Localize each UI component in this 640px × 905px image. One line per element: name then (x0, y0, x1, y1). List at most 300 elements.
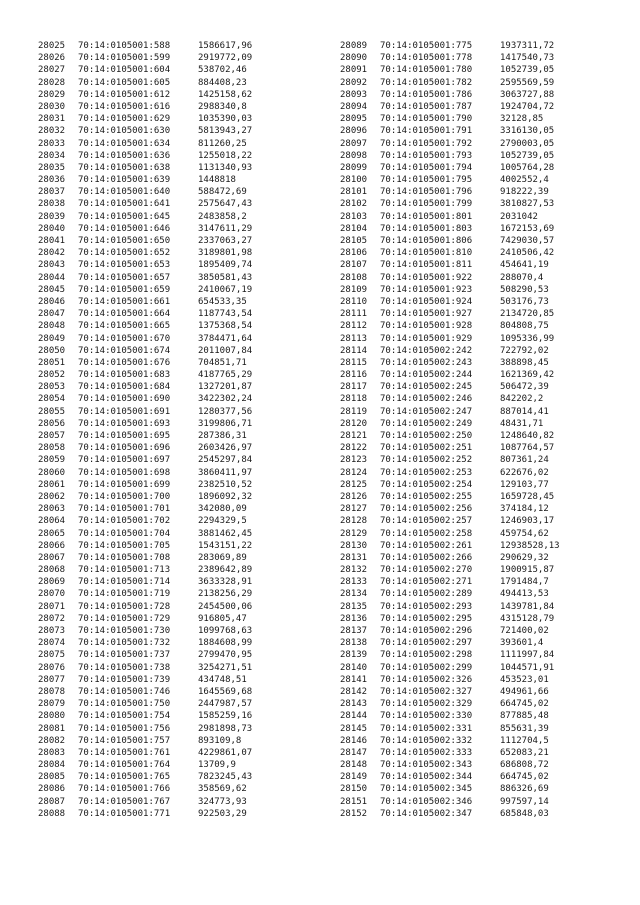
cadastral-number: 70:14:0105001:765 (78, 772, 171, 783)
cadastral-number: 70:14:0105001:766 (78, 784, 171, 795)
table-row (38, 406, 288, 418)
cadastral-value: 2454500,06 (198, 601, 253, 612)
cadastral-number: 70:14:0105001:696 (78, 443, 171, 454)
cadastral-number: 70:14:0105001:811 (380, 260, 473, 271)
row-number: 28118 (340, 394, 368, 405)
row-number: 28077 (38, 674, 66, 685)
row-number: 28062 (38, 491, 66, 502)
cadastral-number: 70:14:0105002:329 (380, 699, 473, 710)
row-number: 28035 (38, 162, 66, 173)
row-number: 28036 (38, 175, 66, 186)
cadastral-value: 494413,53 (500, 589, 549, 600)
cadastral-value: 1111997,84 (500, 650, 555, 661)
cadastral-number: 70:14:0105001:729 (78, 613, 171, 624)
cadastral-value: 3422302,24 (198, 394, 253, 405)
row-number: 28047 (38, 309, 66, 320)
cadastral-number: 70:14:0105002:257 (380, 516, 473, 527)
table-row (340, 625, 590, 637)
table-row (340, 418, 590, 430)
row-number: 28045 (38, 284, 66, 295)
table-row (38, 503, 288, 515)
table-row (340, 52, 590, 64)
cadastral-number: 70:14:0105001:690 (78, 394, 171, 405)
table-row (340, 491, 590, 503)
cadastral-value: 2595569,59 (500, 77, 555, 88)
row-number: 28033 (38, 138, 66, 149)
table-row (38, 272, 288, 284)
cadastral-number: 70:14:0105002:255 (380, 491, 473, 502)
table-row (38, 357, 288, 369)
row-number: 28050 (38, 345, 66, 356)
table-row (38, 625, 288, 637)
table-row (340, 454, 590, 466)
cadastral-value: 288070,4 (500, 272, 544, 283)
cadastral-value: 374184,12 (500, 504, 549, 515)
row-number: 28089 (340, 41, 368, 51)
cadastral-number: 70:14:0105002:253 (380, 467, 473, 478)
table-column-right (340, 40, 590, 820)
cadastral-number: 70:14:0105001:754 (78, 711, 171, 722)
table-row (340, 783, 590, 795)
row-number: 28061 (38, 479, 66, 490)
row-number: 28028 (38, 77, 66, 88)
row-number: 28063 (38, 504, 66, 515)
cadastral-number: 70:14:0105001:641 (78, 199, 171, 210)
row-number: 28109 (340, 284, 368, 295)
cadastral-value: 388898,45 (500, 357, 549, 368)
table-row (38, 723, 288, 735)
cadastral-number: 70:14:0105001:691 (78, 406, 171, 417)
row-number: 28095 (340, 114, 368, 125)
row-number: 28043 (38, 260, 66, 271)
cadastral-value: 588472,69 (198, 187, 247, 198)
cadastral-number: 70:14:0105001:728 (78, 601, 171, 612)
cadastral-value: 2919772,09 (198, 53, 253, 64)
cadastral-number: 70:14:0105002:258 (380, 528, 473, 539)
row-number: 28149 (340, 772, 368, 783)
cadastral-number: 70:14:0105002:326 (380, 674, 473, 685)
cadastral-number: 70:14:0105001:604 (78, 65, 171, 76)
cadastral-number: 70:14:0105002:343 (380, 760, 473, 771)
table-row (340, 649, 590, 661)
cadastral-number: 70:14:0105001:927 (380, 309, 473, 320)
table-row (340, 662, 590, 674)
cadastral-number: 70:14:0105002:243 (380, 357, 473, 368)
cadastral-value: 1585259,16 (198, 711, 253, 722)
cadastral-number: 70:14:0105002:330 (380, 711, 473, 722)
table-row (340, 369, 590, 381)
table-row (38, 771, 288, 783)
table-row (340, 89, 590, 101)
row-number: 28069 (38, 577, 66, 588)
cadastral-value: 1087764,57 (500, 443, 555, 454)
cadastral-number: 70:14:0105001:701 (78, 504, 171, 515)
cadastral-number: 70:14:0105001:738 (78, 662, 171, 673)
table-row (38, 759, 288, 771)
cadastral-value: 654533,35 (198, 296, 247, 307)
row-number: 28133 (340, 577, 368, 588)
table-row (38, 491, 288, 503)
row-number: 28098 (340, 150, 368, 161)
row-number: 28123 (340, 455, 368, 466)
table-row (340, 308, 590, 320)
cadastral-number: 70:14:0105002:293 (380, 601, 473, 612)
cadastral-value: 503176,73 (500, 296, 549, 307)
cadastral-number: 70:14:0105002:345 (380, 784, 473, 795)
table-row (340, 442, 590, 454)
row-number: 28073 (38, 626, 66, 636)
row-number: 28147 (340, 747, 368, 758)
cadastral-value: 1246903,17 (500, 516, 555, 527)
row-number: 28145 (340, 723, 368, 734)
cadastral-value: 1937311,72 (500, 41, 555, 51)
cadastral-number: 70:14:0105001:695 (78, 431, 171, 441)
cadastral-number: 70:14:0105001:806 (380, 236, 473, 246)
cadastral-number: 70:14:0105002:332 (380, 735, 473, 746)
table-row (38, 211, 288, 223)
table-row (38, 613, 288, 625)
cadastral-number: 70:14:0105001:714 (78, 577, 171, 588)
table-row (340, 247, 590, 259)
cadastral-value: 1924704,72 (500, 101, 555, 112)
table-row (340, 747, 590, 759)
row-number: 28143 (340, 699, 368, 710)
cadastral-value: 1095336,99 (500, 333, 555, 344)
table-row (38, 515, 288, 527)
row-number: 28072 (38, 613, 66, 624)
table-row (38, 454, 288, 466)
row-number: 28114 (340, 345, 368, 356)
row-number: 28076 (38, 662, 66, 673)
cadastral-number: 70:14:0105001:746 (78, 686, 171, 697)
cadastral-number: 70:14:0105001:790 (380, 114, 473, 125)
row-number: 28151 (340, 796, 368, 807)
row-number: 28150 (340, 784, 368, 795)
cadastral-value: 4187765,29 (198, 370, 253, 381)
table-row (38, 698, 288, 710)
table-row (340, 503, 590, 515)
cadastral-value: 538702,46 (198, 65, 247, 76)
cadastral-number: 70:14:0105001:636 (78, 150, 171, 161)
table-row (38, 162, 288, 174)
table-row (38, 479, 288, 491)
row-number: 28094 (340, 101, 368, 112)
row-number: 28131 (340, 552, 368, 563)
cadastral-number: 70:14:0105002:261 (380, 540, 473, 551)
cadastral-number: 70:14:0105001:650 (78, 236, 171, 246)
table-row (340, 223, 590, 235)
table-row (38, 40, 288, 52)
cadastral-number: 70:14:0105002:266 (380, 552, 473, 563)
table-row (38, 198, 288, 210)
cadastral-value: 1112704,5 (500, 735, 549, 746)
cadastral-value: 1543151,22 (198, 540, 253, 551)
cadastral-number: 70:14:0105002:254 (380, 479, 473, 490)
table-row (340, 735, 590, 747)
table-row (38, 637, 288, 649)
cadastral-value: 2988340,8 (198, 101, 247, 112)
table-row (340, 540, 590, 552)
cadastral-value: 454641,19 (500, 260, 549, 271)
cadastral-value: 884408,23 (198, 77, 247, 88)
row-number: 28136 (340, 613, 368, 624)
table-row (340, 686, 590, 698)
cadastral-value: 2545297,84 (198, 455, 253, 466)
table-row (38, 540, 288, 552)
cadastral-number: 70:14:0105002:249 (380, 418, 473, 429)
cadastral-value: 283069,89 (198, 552, 247, 563)
cadastral-value: 7429030,57 (500, 236, 555, 246)
cadastral-number: 70:14:0105001:730 (78, 626, 171, 636)
table-row (340, 393, 590, 405)
cadastral-value: 1417540,73 (500, 53, 555, 64)
cadastral-value: 1005764,28 (500, 162, 555, 173)
cadastral-value: 685848,03 (500, 808, 549, 819)
row-number: 28082 (38, 735, 66, 746)
row-number: 28108 (340, 272, 368, 283)
row-number: 28079 (38, 699, 66, 710)
table-row (340, 601, 590, 613)
cadastral-value: 1099768,63 (198, 626, 253, 636)
cadastral-value: 434748,51 (198, 674, 247, 685)
cadastral-number: 70:14:0105001:739 (78, 674, 171, 685)
cadastral-value: 459754,62 (500, 528, 549, 539)
table-row (340, 759, 590, 771)
cadastral-value: 290629,32 (500, 552, 549, 563)
cadastral-number: 70:14:0105002:327 (380, 686, 473, 697)
table-row (340, 467, 590, 479)
cadastral-value: 1448818 (198, 175, 236, 186)
cadastral-number: 70:14:0105002:251 (380, 443, 473, 454)
cadastral-value: 287386,31 (198, 431, 247, 441)
table-row (38, 747, 288, 759)
cadastral-value: 48431,71 (500, 418, 544, 429)
row-number: 28081 (38, 723, 66, 734)
cadastral-number: 70:14:0105001:780 (380, 65, 473, 76)
cadastral-number: 70:14:0105001:700 (78, 491, 171, 502)
cadastral-value: 1052739,05 (500, 150, 555, 161)
row-number: 28044 (38, 272, 66, 283)
row-number: 28039 (38, 211, 66, 222)
cadastral-number: 70:14:0105001:764 (78, 760, 171, 771)
cadastral-value: 3810827,53 (500, 199, 555, 210)
cadastral-value: 1645569,68 (198, 686, 253, 697)
row-number: 28056 (38, 418, 66, 429)
cadastral-number: 70:14:0105001:757 (78, 735, 171, 746)
cadastral-number: 70:14:0105002:333 (380, 747, 473, 758)
cadastral-value: 3850581,43 (198, 272, 253, 283)
table-row (38, 662, 288, 674)
row-number: 28148 (340, 760, 368, 771)
table-row (38, 430, 288, 442)
cadastral-number: 70:14:0105001:634 (78, 138, 171, 149)
cadastral-value: 1586617,96 (198, 41, 253, 51)
row-number: 28135 (340, 601, 368, 612)
row-number: 28070 (38, 589, 66, 600)
cadastral-number: 70:14:0105002:247 (380, 406, 473, 417)
row-number: 28144 (340, 711, 368, 722)
cadastral-number: 70:14:0105001:629 (78, 114, 171, 125)
row-number: 28115 (340, 357, 368, 368)
row-number: 28084 (38, 760, 66, 771)
cadastral-number: 70:14:0105002:245 (380, 382, 473, 393)
table-row (340, 552, 590, 564)
cadastral-value: 1187743,54 (198, 309, 253, 320)
cadastral-number: 70:14:0105001:767 (78, 796, 171, 807)
cadastral-value: 3316130,05 (500, 126, 555, 137)
table-row (340, 345, 590, 357)
table-row (340, 588, 590, 600)
cadastral-value: 1659728,45 (500, 491, 555, 502)
cadastral-number: 70:14:0105001:801 (380, 211, 473, 222)
row-number: 28105 (340, 236, 368, 246)
table-row (340, 77, 590, 89)
table-row (340, 64, 590, 76)
cadastral-number: 70:14:0105001:693 (78, 418, 171, 429)
cadastral-number: 70:14:0105001:640 (78, 187, 171, 198)
cadastral-value: 886326,69 (500, 784, 549, 795)
cadastral-number: 70:14:0105002:347 (380, 808, 473, 819)
row-number: 28112 (340, 321, 368, 332)
cadastral-number: 70:14:0105001:657 (78, 272, 171, 283)
cadastral-number: 70:14:0105002:331 (380, 723, 473, 734)
table-row (38, 735, 288, 747)
cadastral-value: 1884608,99 (198, 638, 253, 649)
row-number: 28152 (340, 808, 368, 819)
cadastral-number: 70:14:0105001:653 (78, 260, 171, 271)
row-number: 28103 (340, 211, 368, 222)
cadastral-number: 70:14:0105001:795 (380, 175, 473, 186)
table-row (340, 528, 590, 540)
cadastral-number: 70:14:0105001:683 (78, 370, 171, 381)
cadastral-value: 3784471,64 (198, 333, 253, 344)
cadastral-number: 70:14:0105001:698 (78, 467, 171, 478)
row-number: 28120 (340, 418, 368, 429)
cadastral-number: 70:14:0105002:246 (380, 394, 473, 405)
cadastral-value: 4002552,4 (500, 175, 549, 186)
cadastral-value: 3147611,29 (198, 223, 253, 234)
row-number: 28078 (38, 686, 66, 697)
row-number: 28117 (340, 382, 368, 393)
row-number: 28027 (38, 65, 66, 76)
row-number: 28086 (38, 784, 66, 795)
cadastral-number: 70:14:0105001:599 (78, 53, 171, 64)
table-row (38, 284, 288, 296)
table-row (340, 710, 590, 722)
cadastral-value: 1896092,32 (198, 491, 253, 502)
table-row (38, 125, 288, 137)
table-row (340, 333, 590, 345)
row-number: 28126 (340, 491, 368, 502)
cadastral-value: 918222,39 (500, 187, 549, 198)
cadastral-value: 3199806,71 (198, 418, 253, 429)
row-number: 28066 (38, 540, 66, 551)
table-row (38, 101, 288, 113)
cadastral-value: 2447987,57 (198, 699, 253, 710)
cadastral-number: 70:14:0105001:645 (78, 211, 171, 222)
cadastral-value: 1895409,74 (198, 260, 253, 271)
row-number: 28146 (340, 735, 368, 746)
row-number: 28085 (38, 772, 66, 783)
cadastral-number: 70:14:0105001:702 (78, 516, 171, 527)
cadastral-number: 70:14:0105001:791 (380, 126, 473, 137)
row-number: 28138 (340, 638, 368, 649)
row-number: 28142 (340, 686, 368, 697)
row-number: 28059 (38, 455, 66, 466)
row-number: 28040 (38, 223, 66, 234)
table-row (340, 272, 590, 284)
row-number: 28067 (38, 552, 66, 563)
row-number: 28139 (340, 650, 368, 661)
row-number: 28141 (340, 674, 368, 685)
cadastral-number: 70:14:0105001:652 (78, 248, 171, 259)
table-row (38, 552, 288, 564)
cadastral-value: 13709,9 (198, 760, 236, 771)
cadastral-value: 508290,53 (500, 284, 549, 295)
row-number: 28075 (38, 650, 66, 661)
table-row (340, 479, 590, 491)
table-row (38, 333, 288, 345)
cadastral-number: 70:14:0105001:605 (78, 77, 171, 88)
table-row (340, 186, 590, 198)
cadastral-value: 1255018,22 (198, 150, 253, 161)
table-row (38, 235, 288, 247)
table-row (38, 308, 288, 320)
cadastral-value: 877885,48 (500, 711, 549, 722)
table-row (38, 296, 288, 308)
cadastral-number: 70:14:0105001:638 (78, 162, 171, 173)
row-number: 28134 (340, 589, 368, 600)
table-row (340, 101, 590, 113)
cadastral-value: 893109,8 (198, 735, 242, 746)
cadastral-value: 2790003,05 (500, 138, 555, 149)
cadastral-number: 70:14:0105001:659 (78, 284, 171, 295)
cadastral-value: 4315128,79 (500, 613, 555, 624)
cadastral-number: 70:14:0105001:810 (380, 248, 473, 259)
cadastral-number: 70:14:0105001:705 (78, 540, 171, 551)
cadastral-value: 1621369,42 (500, 370, 555, 381)
table-row (340, 576, 590, 588)
row-number: 28116 (340, 370, 368, 381)
cadastral-value: 686808,72 (500, 760, 549, 771)
table-row (38, 369, 288, 381)
row-number: 28038 (38, 199, 66, 210)
cadastral-value: 2410506,42 (500, 248, 555, 259)
table-row (38, 564, 288, 576)
row-number: 28091 (340, 65, 368, 76)
row-number: 28068 (38, 565, 66, 576)
cadastral-value: 5813943,27 (198, 126, 253, 137)
cadastral-value: 1044571,91 (500, 662, 555, 673)
cadastral-number: 70:14:0105001:928 (380, 321, 473, 332)
row-number: 28026 (38, 53, 66, 64)
table-row (340, 125, 590, 137)
cadastral-value: 32128,85 (500, 114, 544, 125)
cadastral-number: 70:14:0105001:756 (78, 723, 171, 734)
cadastral-number: 70:14:0105001:778 (380, 53, 473, 64)
cadastral-number: 70:14:0105002:250 (380, 431, 473, 441)
cadastral-number: 70:14:0105001:792 (380, 138, 473, 149)
cadastral-value: 2134720,85 (500, 309, 555, 320)
table-row (340, 259, 590, 271)
cadastral-value: 358569,62 (198, 784, 247, 795)
cadastral-value: 916805,47 (198, 613, 247, 624)
cadastral-value: 1248640,82 (500, 431, 555, 441)
cadastral-value: 997597,14 (500, 796, 549, 807)
table-row (38, 588, 288, 600)
cadastral-value: 664745,02 (500, 699, 549, 710)
table-row (340, 564, 590, 576)
